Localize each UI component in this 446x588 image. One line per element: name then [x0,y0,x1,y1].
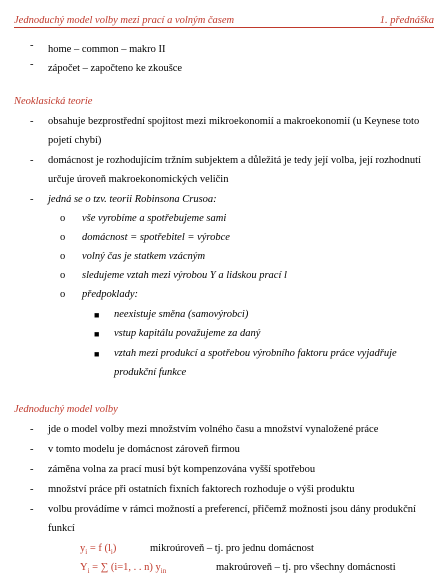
list-item-text: záměna volna za prací musí být kompenzována vyšší spotřebou [48,464,316,475]
sub-list-item-text: sledujeme vztah mezi výrobou Y a lidskou prací l [82,270,287,281]
dash-bullet: - [30,464,34,475]
dash-bullet: - [30,444,34,455]
square-bullet: ■ [94,329,100,339]
circle-bullet: o [60,270,66,281]
formula-micro [80,543,116,556]
list-item-text: jde o model volby mezi množstvím volného času a množství vynaložené práce [48,424,379,435]
list-item-text: jedná se o tzv. teorii Robinsona Crusoa: [48,194,217,205]
square-bullet: ■ [94,310,100,320]
sub-sub-list-item-text: neexistuje směna (samovýrobci) [114,309,249,320]
circle-bullet: o [60,289,66,300]
dash-bullet: - [30,155,34,166]
circle-bullet: o [60,232,66,243]
list-item-text: domácnost je rozhodujícím tržním subjektem a důležitá je tedy její volba, její rozhodnutí určuje úroveň makroekonomických veličin [48,155,421,185]
circle-bullet: o [60,213,66,224]
sub-list-item-text: vše vyrobíme a spotřebujeme sami [82,213,227,224]
sub-sub-list-item-text: vstup kapitálu považujeme za daný [114,328,261,339]
list-item-text: množství práce při ostatních fixních faktorech rozhoduje o výši produktu [48,484,355,495]
dash-bullet: - [30,194,34,205]
square-bullet: ■ [94,349,100,359]
formula-macro [80,562,166,575]
formula-macro-desc: makroúroveň – tj. pro všechny domácnosti [216,562,396,573]
list-item-text: home – common – makro II [48,44,166,55]
formula-micro-desc: mikroúroveň – tj. pro jednu domácnost [150,543,314,554]
formula-expression: $y_i = f$ $(l_i)$ [80,543,117,557]
list-item-text: obsahuje bezprostřední spojitost mezi mikroekonomií a makroekonomií (u Keynese toto pojetí chybí) [48,116,420,146]
circle-bullet: o [60,251,66,262]
list-item-text: v tomto modelu je domácnost zároveň firmou [48,444,240,455]
sub-list-item-text: volný čas je statkem vzácným [82,251,206,262]
dash-bullet: - [30,484,34,495]
formula-expression: $Y_i$ = ∑ (i=1, . . n) $y_{in}$ [80,562,167,576]
section-title-neoclassical: Neoklasická teorie [14,96,93,107]
dash-bullet: - [30,424,34,435]
document-title: Jednoduchý model volby mezi prací a volným časem [14,15,235,26]
section-title-simple-model: Jednoduchý model volby [14,404,118,415]
dash-bullet: - [30,504,34,515]
sub-list-item-text: domácnost = spotřebitel = výrobce [82,232,230,243]
lecture-label: 1. přednáška [379,15,434,26]
dash-bullet: - [30,116,34,127]
sub-list-item-text: předpoklady: [82,289,138,300]
dash-bullet: - [30,40,34,51]
list-item-text: volbu provádíme v rámci možností a preferencí, přičemž možnosti jsou dány produkční funkcí [48,504,416,534]
page-header [14,15,434,28]
dash-bullet: - [30,59,34,70]
list-item-text: zápočet – započteno ke zkoušce [48,63,183,74]
sub-sub-list-item-text: vztah mezi produkcí a spotřebou výrobního faktoru práce vyjadřuje produkční funkce [114,348,397,378]
